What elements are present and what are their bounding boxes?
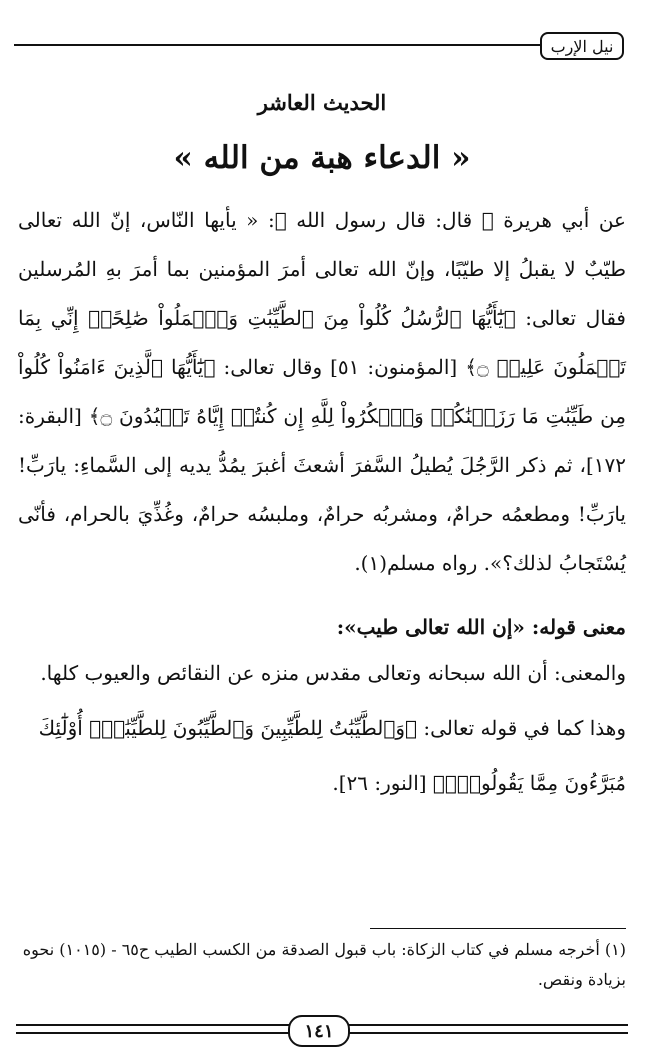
- meaning-heading: معنى قوله: «إن الله تعالى طيب»:: [336, 615, 626, 639]
- main-title: « الدعاء هبة من الله »: [173, 140, 471, 176]
- hadith-text: عن أبي هريرة ﷺ قال: قال رسول الله ﷺ: « يأيها النّاس، إنّ الله تعالى طيّبٌ لا يقبلُ إلا طيّبًا، وإنّ الله تعالى أمرَ المؤمنين بما أمرَ بهِ المُرسلين فقال تعالى: ﴿يَٰٓأَيُّهَا ٱلرُّسُلُ كُلُواْ مِنَ ٱلطَّيِّبَٰتِ وَٱعۡمَلُواْ صَٰلِحًاۖ إِنِّي بِمَا تَعۡمَلُونَ عَلِيمٞ ۝﴾ [المؤمنون: ٥١] وقال تعالى: ﴿يَٰٓأَيُّهَا ٱلَّذِينَ ءَامَنُواْ كُلُواْ مِن طَيِّبَٰتِ مَا رَزَقۡنَٰكُمۡ وَٱشۡكُرُواْ لِلَّهِ إِن كُنتُمۡ إِيَّاهُ تَعۡبُدُونَ ۝﴾ [البقرة: ١٧٢]، ثم ذكر الرَّجُلَ يُطيلُ السَّفرَ أشعثَ أغبرَ يمُدُّ يديه إلى السَّماءِ: يارَبِّ! يارَبِّ! ومطعمُه حرامٌ، ومشربُه حرامٌ، وملبسُه حرامٌ، وغُذِّيَ بالحرام، فأنّى يُسْتَجابُ لذلك؟». رواه مسلم(١).: [18, 208, 627, 575]
- footnote-separator: [370, 928, 626, 929]
- meaning-paragraph-1: والمعنى: أن الله سبحانه وتعالى مقدس منزه عن النقائص والعيوب كلها.: [40, 661, 626, 685]
- meaning-paragraph-2: وهذا كما في قوله تعالى: ﴿وَٱلطَّيِّبَٰتُ لِلطَّيِّبِينَ وَٱلطَّيِّبُونَ لِلطَّيِّبَٰتِۚ أُوْلَٰٓئِكَ مُبَرَّءُونَ مِمَّا يَقُولُونَۖ﴾ [النور: ٢٦].: [38, 716, 626, 795]
- footnote: (١) أخرجه مسلم في كتاب الزكاة: باب قبول الصدقة من الكسب الطيب ح٦٥ - (١٠١٥) نحوه بزيادة ونقص.: [22, 940, 626, 989]
- page-body: [18, 88, 626, 811]
- page-number: ١٤١: [288, 1015, 350, 1047]
- running-title: نيل الإرب: [540, 32, 624, 60]
- chapter-heading: الحديث العاشر: [257, 90, 387, 115]
- header-rule: [14, 44, 618, 46]
